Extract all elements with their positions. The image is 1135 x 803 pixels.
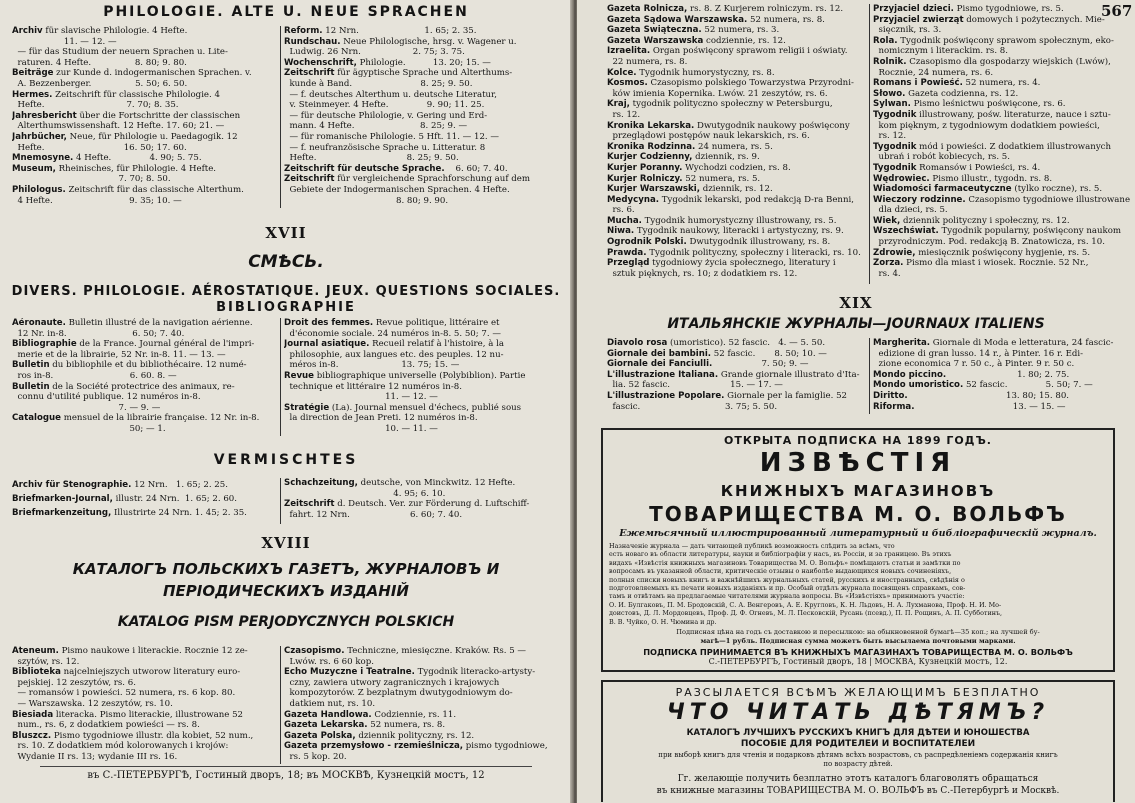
- catalog-entry-line: 8. 80; 9. 90.: [284, 195, 449, 206]
- catalog-entry-line: 10. — 11. —: [284, 423, 438, 434]
- catalog-entry-line: Droit des femmes. Revue politique, littéraire et: [284, 318, 500, 328]
- ad-body-text: [609, 542, 1105, 626]
- catalog-entry-line: d'économie sociale. 24 numéros in-8. 5. 50; 7. —: [284, 328, 501, 339]
- catalog-entry-line: Czasopismo. Techniczne, miesięczne. Kraków. Rs. 5 —: [284, 646, 527, 656]
- catalog-entry-line: edizione di gran lusso. 14 r., à Pinter. 16 r. Edi-: [873, 348, 1084, 359]
- italian-right-column: [873, 338, 1131, 412]
- footer-rule: [40, 766, 532, 767]
- catalog-entry-line: Gazeta Warszawska codziennie, rs. 12.: [607, 35, 786, 46]
- catalog-entry-line: datkiem nut, rs. 10.: [284, 698, 376, 709]
- advertisement-izvestiya: [601, 428, 1115, 672]
- catalog-entry-line: Hefte. 16. 50; 17. 60.: [12, 142, 187, 153]
- catalog-entry-line: О. И. Булгаковъ, П. М. Бродовскій, С. А. Венгеровъ, А. Е. Кругловъ, К. Н. Льдовъ, Н. А. Лухманова, Проф. Н. И. Мо-: [609, 600, 1002, 609]
- catalog-entry-line: Beiträge zur Kunde d. indogermanischen Sprachen. v.: [12, 68, 252, 79]
- ad2-title: ЧТО ЧИТАТЬ ДѢТЯМЪ?: [666, 700, 1050, 725]
- catalog-entry-line: Giornale dei Fanciulli. 7. 50; 9. —: [607, 359, 809, 370]
- catalog-entry-line: Kronika Lekarska. Dwutygodnik naukowy poświęcony: [607, 120, 850, 131]
- catalog-entry-line: Bulletin du bibliophile et du bibliothécaire. 12 numé-: [12, 360, 247, 371]
- ad-price: Подписная цѣна на годъ съ доставкою и пересылкою: на обыкновенной бумагѣ—35 коп.; на лучшей бу-: [676, 628, 1040, 636]
- catalog-entry-line: Ludwig. 26 Nrn. 2. 75; 3. 75.: [284, 47, 465, 58]
- catalog-entry-line: Romans i Powieść. 52 numera, rs. 4.: [873, 78, 1041, 89]
- philologie-left-column: [12, 26, 278, 206]
- ad2-free-distribution: РАЗСЫЛАЕТСЯ ВСѢМЪ ЖЕЛАЮЩИМЪ БЕЗПЛАТНО: [675, 686, 1041, 699]
- catalog-entry-line: Kosmos. Czasopismo polskiego Towarzystwa Przyrodni-: [607, 78, 854, 89]
- catalog-entry-line: тамъ и отвѣтамъ на предлагаемые читателями журнала вопросы. Въ «Извѣстіяхъ» принимаютъ участіе:: [609, 592, 965, 601]
- catalog-entry-line: Gazeta Sądowa Warszawska. 52 numera, rs. 8.: [607, 14, 825, 25]
- vermischtes-columns: [12, 478, 560, 526]
- catalog-entry-line: Hefte. 8. 25; 9. 50.: [284, 153, 459, 164]
- catalog-entry-line: la direction de Jean Preti. 12 numéros in-8.: [284, 413, 478, 424]
- catalog-entry-line: sztuk pięknych, rs. 10; z dodatkiem rs. 12.: [607, 268, 798, 279]
- catalog-entry-line: Rolnik. Czasopismo dla gospodarzy wiejskich (Lwów),: [873, 56, 1111, 67]
- catalog-entry-line: rs. 5 kop. 20.: [284, 751, 347, 762]
- catalog-entry-line: Reform. 12 Nrn. 1. 65; 2. 35.: [284, 26, 477, 36]
- catalog-entry-line: Bluszcz. Pismo tygodniowe illustr. dla kobiet, 52 num.,: [12, 730, 254, 741]
- catalog-entry-line: — für das Studium der neuern Sprachen u. Lite-: [12, 47, 228, 58]
- catalog-entry-line: merie et de la librairie, 52 Nr. in-8. 11. — 13. —: [12, 349, 226, 360]
- catalog-entry-line: Tygodnik mód i powieści. Z dodatkiem illustrowanych: [873, 141, 1112, 152]
- page-number: 567: [1101, 2, 1133, 20]
- catalog-entry-line: Rola. Tygodnik poświęcony sprawom społecznym, eko-: [873, 35, 1114, 46]
- polish-left-column: [12, 646, 278, 763]
- ad-title-izvestiya: ИЗВѢСТІЯ: [759, 448, 957, 478]
- catalog-entry-line: Biblioteka najcelniejszych utworow literatury euro-: [12, 667, 241, 678]
- catalog-entry-line: ków imienia Kopernika. Lwów. 21 zeszytów, rs. 6.: [607, 88, 828, 99]
- catalog-entry-line: v. Steinmeyer. 4 Hefte. 9. 90; 11. 25.: [284, 100, 485, 111]
- catalog-entry-line: mann. 4 Hefte. 8. 25; 9. —: [284, 121, 468, 132]
- divers-right-column: [284, 318, 560, 435]
- catalog-entry-line: Zorza. Pismo dla miast i wiosek. Rocznie. 52 Nr.,: [873, 258, 1089, 269]
- catalog-entry-line: Briefmarken-Journal, illustr. 24 Nrn. 1. 65; 2. 60.: [12, 494, 238, 504]
- catalog-entry-line: Revue bibliographique universelle (Polybiblion). Partie: [284, 370, 526, 381]
- advertisement-chto-chitat: [601, 680, 1115, 802]
- catalog-entry-line: Przegląd tygodniowy życia społecznego, literatury i: [607, 258, 836, 269]
- catalog-entry-line: 12 Nr. in-8. 6. 50; 7. 40.: [12, 328, 185, 339]
- catalog-entry-line: Rocznie, 24 numera, rs. 6.: [873, 67, 994, 78]
- catalog-entry-line: Bulletin de la Société protectrice des animaux, re-: [12, 381, 235, 392]
- right-page: [577, 0, 1135, 803]
- catalog-entry-line: Izraelita. Organ poświęcony sprawom religii i oświaty.: [607, 46, 848, 57]
- catalog-entry-line: Jahresbericht über die Fortschritte der classischen: [12, 110, 241, 121]
- catalog-entry-line: Gebiete der Indogermanischen Sprachen. 4 Hefte.: [284, 184, 510, 195]
- ad2-stores-line: въ книжные магазины ТОВАРИЩЕСТВА М. О. ВОЛЬФЪ въ С.-Петербургѣ и Москвѣ.: [656, 786, 1060, 796]
- polish-right-column: [284, 646, 560, 763]
- catalog-entry-line: zione economica 7 r. 50 c., à Pinter. 9 r. 50 c.: [873, 359, 1075, 370]
- catalog-entry-line: Mnemosyne. 4 Hefte. 4. 90; 5. 75.: [12, 153, 202, 164]
- catalog-entry-line: czny, zawiera utwory zagranicznych i krajowych: [284, 677, 500, 688]
- section-number-18: XVIII: [261, 534, 311, 552]
- catalog-entry-line: Archiv für Stenographie. 12 Nrn. 1. 65; 2. 25.: [12, 480, 228, 490]
- catalog-entry-line: Zeitschrift für ägyptische Sprache und Alterthums-: [284, 68, 513, 79]
- catalog-entry-line: 4. 95; 6. 10.: [284, 488, 446, 499]
- catalog-entry-line: Niwa. Tygodnik naukowy, literacki i artystyczny, rs. 9.: [607, 226, 844, 237]
- ad-title-wolff: ТОВАРИЩЕСТВА М. О. ВОЛЬФЪ: [649, 502, 1067, 526]
- catalog-entry-line: — f. neufranzösische Sprache u. Litteratur. 8: [284, 142, 486, 153]
- section-title-polish-ru-2: ПЕРІОДИЧЕСКИХЪ ИЗДАНІЙ: [163, 582, 409, 600]
- catalog-entry-line: pejskiej. 12 zeszytów, rs. 6.: [12, 677, 136, 688]
- catalog-entry-line: Zeitschrift für vergleichende Sprachforschung auf dem: [284, 174, 530, 185]
- catalog-entry-line: Słowo. Gazeta codzienna, rs. 12.: [873, 88, 1019, 99]
- section-number-17: XVII: [265, 224, 307, 242]
- column-divider: [280, 478, 281, 524]
- catalog-entry-line: num., rs. 6, z dodatkiem powieści — rs. 8.: [12, 720, 200, 731]
- section-title-polish-pl: KATALOG PISM PERJODYCZNYCH POLSKICH: [117, 614, 455, 630]
- catalog-entry-line: Philologus. Zeitschrift für das classische Alterthum.: [12, 184, 244, 195]
- catalog-entry-line: raturen. 4 Hefte. 8. 80; 9. 80.: [12, 57, 187, 68]
- catalog-entry-line: Zeitschrift für deutsche Sprache. 6. 60; 7. 40.: [284, 163, 508, 174]
- divers-columns: [12, 318, 560, 436]
- catalog-entry-line: connu d'utilité publique. 12 numéros in-8.: [12, 392, 201, 403]
- catalog-entry-line: Catalogue mensuel de la librairie française. 12 Nr. in-8.: [12, 413, 260, 424]
- ad2-description: при выборѣ книгъ для чтенія и подарковъ дѣтямъ всѣхъ возрастовъ, съ распредѣленіемъ содержанія книгъ: [658, 751, 1058, 759]
- catalog-entry-line: 4 Hefte. 9. 35; 10. —: [12, 195, 182, 206]
- catalog-entry-line: Medycyna. Tygodnik lekarski, pod redakcją D-ra Benni,: [607, 194, 854, 205]
- catalog-entry-line: Schachzeitung, deutsche, von Minckwitz. 12 Hefte.: [284, 478, 516, 488]
- catalog-entry-line: Gazeta Lekarska. 52 numera, rs. 8.: [284, 720, 446, 731]
- catalog-entry-line: доистовъ, Д. Л. Мордовцевъ, Проф. Д. Ф. Огневъ, М. Л. Песковскій, Русань (псевд.), П. П. Рощинъ, А. П. Субботинъ,: [609, 609, 1003, 618]
- catalog-entry-line: Riforma. 13. — 15. —: [873, 401, 1066, 412]
- catalog-entry-line: Stratégie (La). Journal mensuel d'échecs, publié sous: [284, 402, 522, 413]
- catalog-entry-line: Lwów. rs. 6 60 kop.: [284, 656, 374, 667]
- ad2-catalog-line: КАТАЛОГЪ ЛУЧШИХЪ РУССКИХЪ КНИГЪ ДЛЯ ДѢТЕЙ И ЮНОШЕСТВА: [686, 728, 1030, 738]
- italian-columns: [607, 338, 1131, 414]
- polish-cont-left-column: [607, 4, 865, 279]
- section-number-19: XIX: [839, 294, 873, 312]
- catalog-entry-line: Gazeta przemysłowo - rzemieślnicza, pismo tygodniowe,: [284, 741, 548, 752]
- catalog-entry-line: Ogrodnik Polski. Dwutygodnik illustrowany, rs. 8.: [607, 237, 831, 248]
- ad-title-bookstores: КНИЖНЫХЪ МАГАЗИНОВЪ: [720, 482, 996, 500]
- catalog-entry-line: Rundschau. Neue Philologische, hrsg. v. Wagener u.: [284, 36, 517, 47]
- catalog-entry-line: Giornale dei bambini. 52 fascic. 8. 50; 10. —: [607, 348, 827, 359]
- column-divider: [869, 4, 870, 284]
- catalog-entry-line: Tygodnik Romansów i Powieści, rs. 4.: [873, 162, 1041, 173]
- catalog-entry-line: — für deutsche Philologie, v. Gering und Erd-: [284, 110, 488, 121]
- footer-address: въ С.-ПЕТЕРБУРГѢ, Гостиный дворъ, 18; въ МОСКВѢ, Кузнецкій мостъ, 12: [87, 770, 485, 781]
- vermischtes-left-column: [12, 478, 278, 520]
- catalog-entry-line: Museum, Rheinisches, für Philologie. 4 Hefte.: [12, 163, 217, 174]
- catalog-entry-line: Kurjer Warszawski, dziennik, rs. 12.: [607, 184, 773, 195]
- catalog-entry-line: dla dzieci, rs. 5.: [873, 205, 948, 216]
- catalog-entry-line: Kronika Rodzinna. 24 numera, rs. 5.: [607, 141, 773, 152]
- italian-left-column: [607, 338, 865, 412]
- catalog-entry-line: Przyjaciel zwierząt domowych i pożytecznych. Mie-: [873, 14, 1105, 25]
- divers-left-column: [12, 318, 278, 435]
- catalog-entry-line: Mondo piccino. 1. 80; 2. 75.: [873, 369, 1070, 380]
- ad2-manual-line: ПОСОБІЕ ДЛЯ РОДИТЕЛЕЙ И ВОСПИТАТЕЛЕЙ: [740, 739, 976, 749]
- catalog-entry-line: Kurjer Rolniczy. 52 numera, rs. 5.: [607, 173, 761, 184]
- catalog-entry-line: technique et littéraire 12 numéros in-8.: [284, 381, 462, 392]
- catalog-entry-line: szytów, rs. 12.: [12, 656, 80, 667]
- catalog-entry-line: Biesiada literacka. Pismo literackie, illustrowane 52: [12, 709, 244, 720]
- catalog-entry-line: Wiadomości farmaceutyczne (tylko roczne), rs. 5.: [873, 184, 1103, 195]
- catalog-entry-line: Wędrowiec. Pismo illustr., tygodn. rs. 8.: [873, 173, 1053, 184]
- catalog-entry-line: есть новаго въ области литературы, науки и библіографіи у насъ, въ Россіи, и за границею. Въ этихъ: [609, 550, 952, 559]
- catalog-entry-line: fahrt. 12 Nrn. 6. 60; 7. 40.: [284, 509, 463, 520]
- catalog-entry-line: Mondo umoristico. 52 fascic. 5. 50; 7. —: [873, 380, 1093, 391]
- section-header-vermischtes: VERMISCHTES: [213, 452, 359, 468]
- catalog-entry-line: Gazeta Rolnicza, rs. 8. Z Kurjerem rolniczym. rs. 12.: [607, 4, 844, 14]
- catalog-entry-line: sięcznik, rs. 3.: [873, 25, 942, 36]
- catalog-entry-line: Kraj, tygodnik polityczno społeczny w Petersburgu,: [607, 99, 833, 110]
- ad-addresses: С.-ПЕТЕРБУРГЪ, Гостиный дворъ, 18 | МОСКВА, Кузнецкій мостъ, 12.: [708, 657, 1008, 666]
- catalog-entry-line: Alterthumswissenshaft. 12 Hefte. 17. 60; 21. —: [12, 121, 225, 132]
- catalog-entry-line: 7. — 9. —: [12, 402, 161, 413]
- section-subtitle-bibliographie: BIBLIOGRAPHIE: [216, 300, 356, 315]
- catalog-entry-line: Wydanie II rs. 13; wydanie III rs. 16.: [12, 751, 178, 762]
- philologie-right-column: [284, 26, 560, 206]
- catalog-entry-line: Briefmarkenzeitung, Illustrirte 24 Nrn. 1. 45; 2. 35.: [12, 508, 247, 518]
- catalog-entry-line: Wochenschrift, Philologie. 13. 20; 15. —: [284, 57, 491, 68]
- catalog-entry-line: méros in-8. 13. 75; 15. —: [284, 360, 460, 371]
- ad2-description-2: по возрасту дѣтей.: [823, 760, 893, 768]
- catalog-entry-line: — romansów i powieści. 52 numera, rs. 6 kop. 80.: [12, 688, 236, 699]
- catalog-entry-line: rs. 12.: [873, 131, 907, 142]
- catalog-entry-line: полныя списки новыхъ книгъ и важнѣйшихъ журнальныхъ статей, русскихъ и иностранныхъ, свѣдѣнія о: [609, 575, 965, 584]
- catalog-entry-line: — für romanische Philologie. 5 Hft. 11. — 12. —: [284, 131, 499, 142]
- catalog-entry-line: philosophie, aux langues etc. des peuples. 12 nu-: [284, 349, 504, 360]
- polish-columns-right-page: [607, 4, 1131, 284]
- catalog-entry-line: rs. 10. Z dodatkiem mód kolorowanych i krojów:: [12, 741, 229, 752]
- catalog-entry-line: Echo Muzyczne i Teatralne. Tygodnik literacko-artysty-: [284, 667, 536, 678]
- catalog-entry-line: Journal asiatique. Recueil relatif à l'histoire, à la: [284, 339, 504, 350]
- polish-cont-right-column: [873, 4, 1131, 279]
- catalog-entry-line: Wszechświat. Tygodnik popularny, poświęcony naukom: [873, 226, 1122, 237]
- catalog-entry-line: Tygodnik illustrowany, pośw. literaturze, nauce i sztu-: [873, 109, 1111, 120]
- section-subtitle-divers: DIVERS. PHILOLOGIE. AÉROSTATIQUE. JEUX. QUESTIONS SOCIALES.: [11, 284, 561, 299]
- catalog-entry-line: Gazeta Handlowa. Codziennie, rs. 11.: [284, 709, 457, 720]
- catalog-entry-line: kom pięknym, z tygodniowym dodatkiem powieści,: [873, 120, 1100, 131]
- catalog-entry-line: nomicznym i literackim. rs. 8.: [873, 46, 1008, 57]
- catalog-entry-line: 50; — 1.: [12, 423, 166, 434]
- catalog-entry-line: Przyjaciel dzieci. Pismo tygodniowe, rs. 5.: [873, 4, 1064, 14]
- ad-price-note: магѣ—1 рубль. Подписная сумма можетъ быть высылаема почтовыми марками.: [700, 637, 1016, 645]
- catalog-entry-line: przyrodniczym. Pod. redakcją B. Znatowicza, rs. 10.: [873, 237, 1105, 248]
- polish-columns-left-page: [12, 646, 560, 764]
- catalog-entry-line: 7. 70; 8. 50.: [12, 174, 171, 185]
- catalog-entry-line: przeglądowi postępów nauk lekarskich, rs. 6.: [607, 131, 810, 142]
- catalog-entry-line: видахъ «Извѣстія книжныхъ магазиновъ Товарищества М. О. Вольфъ» помѣщаютъ статьи и замѣтки по: [609, 558, 961, 567]
- catalog-entry-line: Diritto. 13. 80; 15. 80.: [873, 390, 1070, 401]
- catalog-entry-line: Prawda. Tygodnik polityczny, społeczny i literacki, rs. 10.: [607, 247, 861, 258]
- section-title-polish-ru-1: КАТАЛОГЪ ПОЛЬСКИХЪ ГАЗЕТЪ, ЖУРНАЛОВЪ И: [72, 560, 500, 578]
- ad2-request-line: Гг. желающіе получить безплатно этотъ каталогъ благоволятъ обращаться: [677, 774, 1039, 784]
- catalog-entry-line: Ateneum. Pismo naukowe i literackie. Rocznie 12 ze-: [12, 646, 248, 656]
- ad-subtitle: Ежемѣсячный иллюстрированный литературный и библіографическій журналъ.: [619, 528, 1097, 539]
- catalog-entry-line: kunde à Band. 8. 25; 9. 50.: [284, 78, 473, 89]
- catalog-entry-line: 11. — 12. —: [12, 36, 117, 47]
- catalog-entry-line: Jahrbücher, Neue, für Philologie u. Paedagogik. 12: [12, 131, 238, 142]
- section-title-italian: ИТАЛЬЯНСКІЕ ЖУРНАЛЫ—JOURNAUX ITALIENS: [667, 316, 1045, 332]
- catalog-entry-line: Hermes. Zeitschrift für classische Philologie. 4: [12, 89, 220, 100]
- catalog-entry-line: вопросамъ въ указанной области, критическіе отзывы о наиболѣе выдающихся новыхъ сочиненіяхъ,: [609, 567, 952, 576]
- ad-subscription-open: ОТКРЫТА ПОДПИСКА НА 1899 ГОДЪ.: [724, 434, 992, 447]
- catalog-entry-line: — f. deutsches Alterthum u. deutsche Literatur,: [284, 89, 497, 100]
- ad-accepted-at: ПОДПИСКА ПРИНИМАЕТСЯ ВЪ КНИЖНЫХЪ МАГАЗИНАХЪ ТОВАРИЩЕСТВА М. О. ВОЛЬФЪ: [643, 647, 1073, 657]
- catalog-entry-line: fascic. 3. 75; 5. 50.: [607, 401, 778, 412]
- catalog-entry-line: Zdrowie, miesięcznik poświęcony hygjenie, rs. 5.: [873, 247, 1091, 258]
- catalog-entry-line: Kolce. Tygodnik humorystyczny, rs. 8.: [607, 67, 775, 78]
- catalog-entry-line: В. В. Чуйко, О. Н. Чюмина и др.: [609, 617, 717, 626]
- catalog-entry-line: rs. 6.: [607, 205, 635, 216]
- column-divider: [869, 338, 870, 414]
- catalog-entry-line: Archiv für slavische Philologie. 4 Hefte.: [12, 26, 188, 36]
- catalog-entry-line: Gazeta Polska, dziennik polityczny, rs. 12.: [284, 730, 475, 741]
- catalog-entry-line: L'illustrazione Italiana. Grande giornale illustrato d'Ita-: [607, 369, 860, 380]
- catalog-entry-line: Mucha. Tygodnik humorystyczny illustrowany, rs. 5.: [607, 215, 837, 226]
- catalog-entry-line: Kurjer Poranny. Wychodzi codzien, rs. 8.: [607, 162, 791, 173]
- catalog-entry-line: ros in-8. 6. 60. 8. —: [12, 370, 177, 381]
- catalog-entry-line: ubrań i robót kobiecych, rs. 5.: [873, 152, 1010, 163]
- catalog-entry-line: Wiek, dziennik polityczny i społeczny, rs. 12.: [873, 215, 1070, 226]
- catalog-entry-line: Bibliographie de la France. Journal général de l'impri-: [12, 339, 255, 350]
- catalog-entry-line: rs. 12.: [607, 109, 641, 120]
- section-header-philologie: PHILOLOGIE. ALTE U. NEUE SPRACHEN: [103, 4, 469, 20]
- column-divider: [280, 26, 281, 208]
- catalog-entry-line: — Warszawska. 12 zeszytów, rs. 10.: [12, 698, 173, 709]
- catalog-entry-line: Gazeta Świąteczna. 52 numera, rs. 3.: [607, 25, 780, 36]
- catalog-entry-line: Назначеніе журнала — дать читающей публикѣ возможность слѣдить за всѣмъ, что: [609, 542, 895, 550]
- catalog-entry-line: L'illustrazione Popolare. Giornale per la famiglie. 52: [607, 390, 848, 401]
- catalog-entry-line: Diavolo rosa (umoristico). 52 fascic. 4. — 5. 50.: [607, 338, 826, 348]
- catalog-entry-line: kompozytorów. Z bezplatnym dwutygodniowym do-: [284, 688, 513, 699]
- philologie-columns: [12, 26, 560, 208]
- catalog-entry-line: Zeitschrift d. Deutsch. Ver. zur Förderung d. Luftschiff-: [284, 499, 530, 510]
- section-title-smes: СМѢСЬ.: [248, 252, 324, 272]
- vermischtes-right-column: [284, 478, 560, 520]
- catalog-entry-line: 11. — 12. —: [284, 392, 438, 403]
- catalog-entry-line: Aéronaute. Bulletin illustré de la navigation aérienne.: [12, 318, 253, 328]
- catalog-entry-line: Hefte. 7. 70; 8. 35.: [12, 100, 179, 111]
- catalog-entry-line: Sylwan. Pismo leśnictwu poświęcone, rs. 6.: [873, 99, 1066, 110]
- column-divider: [280, 646, 281, 764]
- catalog-entry-line: rs. 4.: [873, 268, 901, 279]
- catalog-entry-line: Margherita. Giornale di Moda e letteratura, 24 fascic-: [873, 338, 1114, 348]
- column-divider: [280, 318, 281, 436]
- catalog-entry-line: Kurjer Codzienny, dziennik, rs. 9.: [607, 152, 760, 163]
- catalog-entry-line: подготовляемыхъ къ печати новыхъ изданіяхъ и пр. Особый отдѣлъ журнала посвященъ справкамъ, сов-: [609, 584, 966, 593]
- catalog-entry-line: lia. 52 fascic. 15. — 17. —: [607, 380, 783, 391]
- catalog-entry-line: Wieczory rodzinne. Czasopismo tygodniowe illustrowane: [873, 194, 1131, 205]
- catalog-entry-line: A. Bezzenberger. 5. 50; 6. 50.: [12, 78, 188, 89]
- catalog-entry-line: 22 numera, rs. 8.: [607, 56, 688, 67]
